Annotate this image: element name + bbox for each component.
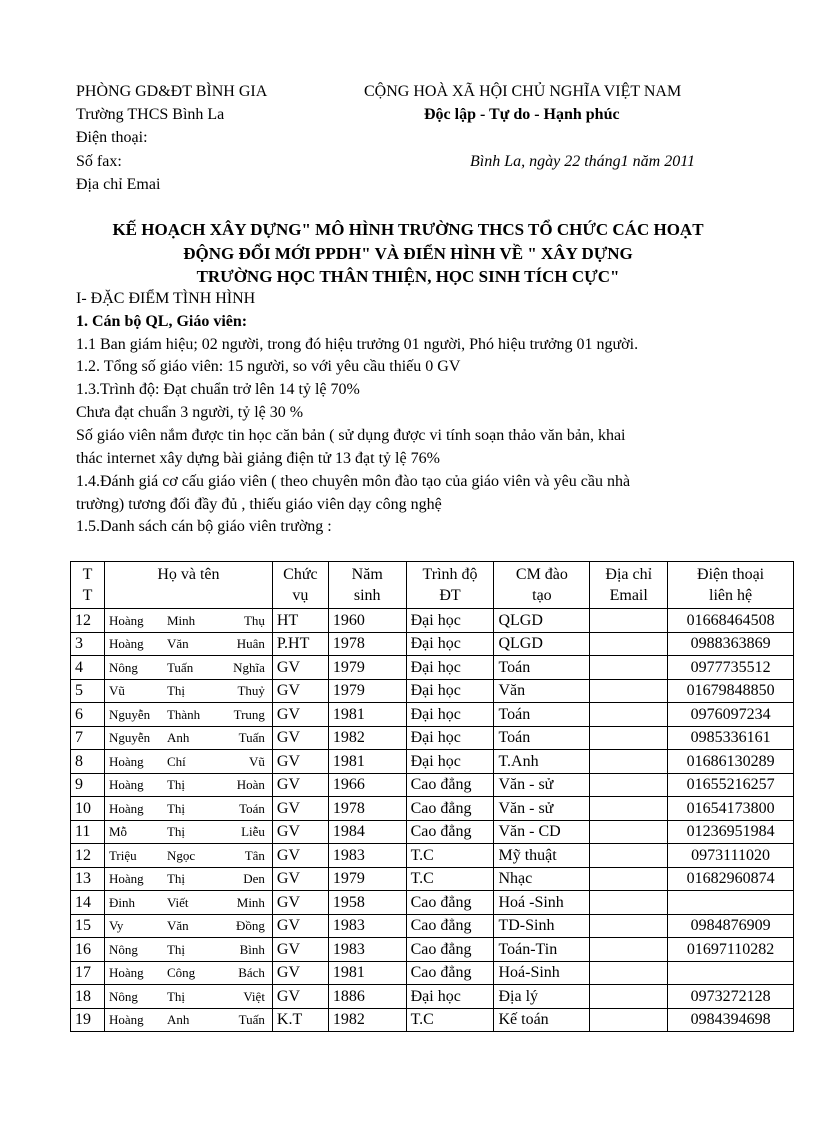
- table-row: [71, 1008, 794, 1032]
- row-name: [104, 820, 272, 844]
- name-part-2: Anh: [166, 730, 190, 746]
- row-position: K.T: [272, 1008, 328, 1032]
- header-tt: T T: [71, 562, 105, 609]
- row-phone: 0988363869: [668, 632, 794, 656]
- row-tt: 6: [71, 703, 105, 727]
- row-phone: 01236951984: [668, 820, 794, 844]
- row-name: [104, 679, 272, 703]
- row-phone: 0985336161: [668, 726, 794, 750]
- row-email: [590, 679, 668, 703]
- row-email: [590, 773, 668, 797]
- row-qualification: Cao đẳng: [406, 891, 494, 915]
- row-birth-year: 1960: [328, 609, 406, 633]
- staff-table: [70, 561, 794, 1032]
- row-tt: 5: [71, 679, 105, 703]
- row-tt: 9: [71, 773, 105, 797]
- name-part-2: Thị: [166, 800, 185, 816]
- row-position: GV: [272, 844, 328, 868]
- row-qualification: Đại học: [406, 609, 494, 633]
- row-birth-year: 1981: [328, 750, 406, 774]
- row-name: [104, 938, 272, 962]
- row-phone: 01654173800: [668, 797, 794, 821]
- row-phone: 01697110282: [668, 938, 794, 962]
- row-name: [104, 867, 272, 891]
- paragraph-1-3b: Chưa đạt chuẩn 3 người, tỷ lệ 30 %: [76, 404, 304, 421]
- header-birth-year: Năm sinh: [328, 562, 406, 609]
- paragraph-1-5: 1.5.Danh sách cán bộ giáo viên trường :: [76, 518, 332, 535]
- row-name: [104, 914, 272, 938]
- table-row: [71, 750, 794, 774]
- document-date: Bình La, ngày 22 tháng1 năm 2011: [470, 153, 696, 170]
- name-part-2: Văn: [166, 918, 189, 934]
- row-major: Nhạc: [494, 867, 590, 891]
- table-row: [71, 938, 794, 962]
- row-email: [590, 891, 668, 915]
- row-email: [590, 750, 668, 774]
- paragraph-1-4: 1.4.Đánh giá cơ cấu giáo viên ( theo chuyên môn đào tạo của giáo viên và yêu cầu nhà: [76, 473, 631, 490]
- row-qualification: Đại học: [406, 679, 494, 703]
- name-part-2: Thị: [166, 871, 185, 887]
- row-birth-year: 1981: [328, 703, 406, 727]
- row-birth-year: 1979: [328, 867, 406, 891]
- row-birth-year: 1983: [328, 914, 406, 938]
- row-qualification: Đại học: [406, 703, 494, 727]
- name-part-3: Thụ: [243, 612, 265, 628]
- row-phone: [668, 961, 794, 985]
- row-position: GV: [272, 891, 328, 915]
- row-phone: [668, 891, 794, 915]
- row-qualification: Đại học: [406, 632, 494, 656]
- paragraph-1-2: 1.2. Tổng số giáo viên: 15 người, so với yêu cầu thiếu 0 GV: [76, 358, 461, 375]
- phone-label: Điện thoại:: [76, 129, 148, 146]
- row-name: [104, 891, 272, 915]
- name-part-1: Triệu: [108, 847, 137, 863]
- row-tt: 14: [71, 891, 105, 915]
- table-row: [71, 656, 794, 680]
- row-qualification: Cao đẳng: [406, 938, 494, 962]
- row-major: Kế toán: [494, 1008, 590, 1032]
- name-part-1: Hoàng: [108, 636, 144, 652]
- row-position: HT: [272, 609, 328, 633]
- row-birth-year: 1979: [328, 656, 406, 680]
- row-email: [590, 961, 668, 985]
- row-name: [104, 797, 272, 821]
- name-part-1: Nông: [108, 988, 138, 1004]
- row-tt: 7: [71, 726, 105, 750]
- name-part-3: Thuỷ: [237, 683, 265, 699]
- row-qualification: Cao đẳng: [406, 773, 494, 797]
- row-position: GV: [272, 679, 328, 703]
- name-part-3: Liễu: [241, 824, 265, 840]
- row-birth-year: 1983: [328, 844, 406, 868]
- row-tt: 4: [71, 656, 105, 680]
- school-name: Trường THCS Bình La: [76, 106, 225, 123]
- row-tt: 10: [71, 797, 105, 821]
- row-position: GV: [272, 656, 328, 680]
- table-row: [71, 844, 794, 868]
- paragraph-1-3c: Số giáo viên nắm được tin học căn bản ( sử dụng được vi tính soạn thảo văn bản, khai: [76, 427, 626, 444]
- row-tt: 12: [71, 609, 105, 633]
- row-position: GV: [272, 703, 328, 727]
- row-name: [104, 750, 272, 774]
- row-position: GV: [272, 750, 328, 774]
- name-part-3: Việt: [243, 988, 265, 1004]
- row-position: GV: [272, 797, 328, 821]
- name-part-1: Nông: [108, 941, 138, 957]
- row-email: [590, 1008, 668, 1032]
- row-major: Địa lý: [494, 985, 590, 1009]
- name-part-1: Đinh: [108, 894, 135, 910]
- row-tt: 18: [71, 985, 105, 1009]
- row-email: [590, 938, 668, 962]
- row-phone: 0973272128: [668, 985, 794, 1009]
- row-major: Hoá -Sinh: [494, 891, 590, 915]
- row-phone: 0973111020: [668, 844, 794, 868]
- table-row: [71, 632, 794, 656]
- row-name: [104, 609, 272, 633]
- header-major: CM đào tạo: [494, 562, 590, 609]
- row-qualification: T.C: [406, 844, 494, 868]
- row-qualification: Đại học: [406, 656, 494, 680]
- name-part-3: Bình: [239, 941, 265, 957]
- row-birth-year: 1982: [328, 726, 406, 750]
- name-part-3: Tân: [244, 847, 265, 863]
- name-part-2: Thị: [166, 777, 185, 793]
- header-phone: Điện thoại liên hệ: [668, 562, 794, 609]
- table-row: [71, 985, 794, 1009]
- table-row: [71, 797, 794, 821]
- row-birth-year: 1978: [328, 797, 406, 821]
- name-part-2: Tuấn: [166, 659, 194, 675]
- plan-title-line-3: TRƯỜNG HỌC THÂN THIỆN, HỌC SINH TÍCH CỰC": [196, 267, 620, 286]
- name-part-2: Chí: [166, 753, 186, 769]
- row-phone: 01668464508: [668, 609, 794, 633]
- row-qualification: Đại học: [406, 985, 494, 1009]
- subsection-heading: 1. Cán bộ QL, Giáo viên:: [76, 313, 248, 330]
- row-phone: 01655216257: [668, 773, 794, 797]
- header-name: Họ và tên: [104, 562, 272, 609]
- row-email: [590, 914, 668, 938]
- name-part-2: Ngọc: [166, 847, 196, 863]
- name-part-2: Thành: [166, 706, 201, 722]
- table-row: [71, 609, 794, 633]
- row-tt: 11: [71, 820, 105, 844]
- name-part-3: Trung: [233, 706, 265, 722]
- row-birth-year: 1984: [328, 820, 406, 844]
- row-tt: 16: [71, 938, 105, 962]
- row-birth-year: 1886: [328, 985, 406, 1009]
- row-phone: 01686130289: [668, 750, 794, 774]
- name-part-1: Hoàng: [108, 612, 144, 628]
- name-part-3: Toán: [239, 800, 265, 816]
- name-part-2: Viết: [166, 894, 189, 910]
- row-name: [104, 961, 272, 985]
- name-part-1: Hoàng: [108, 1012, 144, 1028]
- country-name: CỘNG HOÀ XÃ HỘI CHỦ NGHĨA VIỆT NAM: [364, 83, 682, 100]
- row-birth-year: 1981: [328, 961, 406, 985]
- name-part-3: Tuấn: [238, 1012, 265, 1028]
- table-row: [71, 773, 794, 797]
- department-name: PHÒNG GD&ĐT BÌNH GIA: [76, 83, 268, 100]
- row-phone: 0976097234: [668, 703, 794, 727]
- name-part-3: Den: [243, 871, 265, 887]
- row-major: Văn - sử: [494, 773, 590, 797]
- row-name: [104, 703, 272, 727]
- header-position: Chức vụ: [272, 562, 328, 609]
- name-part-2: Minh: [166, 612, 196, 628]
- plan-title-line-2: ĐỘNG ĐỔI MỚI PPDH" VÀ ĐIỂN HÌNH VỀ " XÂY DỰNG: [183, 244, 633, 263]
- name-part-2: Thị: [166, 988, 185, 1004]
- row-position: GV: [272, 773, 328, 797]
- row-birth-year: 1966: [328, 773, 406, 797]
- name-part-1: Hoàng: [108, 753, 144, 769]
- row-birth-year: 1979: [328, 679, 406, 703]
- name-part-2: Thị: [166, 824, 185, 840]
- row-qualification: Cao đẳng: [406, 961, 494, 985]
- name-part-2: Công: [166, 965, 196, 981]
- row-name: [104, 1008, 272, 1032]
- row-qualification: T.C: [406, 867, 494, 891]
- row-major: T.Anh: [494, 750, 590, 774]
- table-row: [71, 703, 794, 727]
- row-email: [590, 797, 668, 821]
- name-part-3: Huân: [236, 636, 265, 652]
- row-email: [590, 726, 668, 750]
- row-major: Toán: [494, 726, 590, 750]
- name-part-3: Minh: [236, 894, 265, 910]
- row-birth-year: 1983: [328, 938, 406, 962]
- row-tt: 13: [71, 867, 105, 891]
- name-part-1: Mỗ: [108, 824, 127, 840]
- table-row: [71, 820, 794, 844]
- row-birth-year: 1958: [328, 891, 406, 915]
- row-position: GV: [272, 938, 328, 962]
- table-row: [71, 867, 794, 891]
- name-part-2: Anh: [166, 1012, 190, 1028]
- row-major: Văn: [494, 679, 590, 703]
- name-part-2: Thị: [166, 941, 185, 957]
- row-position: GV: [272, 867, 328, 891]
- row-major: Toán-Tin: [494, 938, 590, 962]
- row-email: [590, 703, 668, 727]
- row-position: GV: [272, 914, 328, 938]
- row-tt: 12: [71, 844, 105, 868]
- name-part-1: Vy: [108, 918, 124, 934]
- name-part-3: Tuấn: [238, 730, 265, 746]
- row-position: GV: [272, 726, 328, 750]
- row-email: [590, 985, 668, 1009]
- name-part-3: Đồng: [236, 918, 265, 934]
- row-email: [590, 820, 668, 844]
- row-name: [104, 844, 272, 868]
- row-position: GV: [272, 961, 328, 985]
- row-qualification: Đại học: [406, 726, 494, 750]
- row-phone: 01682960874: [668, 867, 794, 891]
- header-qualification: Trình độ ĐT: [406, 562, 494, 609]
- table-row: [71, 914, 794, 938]
- motto: Độc lập - Tự do - Hạnh phúc: [424, 106, 620, 123]
- name-part-3: Hoàn: [236, 777, 265, 793]
- row-tt: 19: [71, 1008, 105, 1032]
- row-qualification: Cao đẳng: [406, 797, 494, 821]
- section-heading: I- ĐẶC ĐIỂM TÌNH HÌNH: [76, 290, 256, 307]
- name-part-3: Bách: [238, 965, 265, 981]
- row-birth-year: 1978: [328, 632, 406, 656]
- row-name: [104, 632, 272, 656]
- paragraph-1-3: 1.3.Trình độ: Đạt chuẩn trở lên 14 tỷ lệ 70%: [76, 381, 360, 398]
- name-part-2: Thị: [166, 683, 185, 699]
- table-row: [71, 961, 794, 985]
- paragraph-1-1: 1.1 Ban giám hiệu; 02 người, trong đó hiệu trưởng 01 người, Phó hiệu trưởng 01 người.: [76, 336, 639, 353]
- row-major: Toán: [494, 703, 590, 727]
- row-qualification: Cao đẳng: [406, 820, 494, 844]
- name-part-2: Văn: [166, 636, 189, 652]
- header-email: Địa chỉ Email: [590, 562, 668, 609]
- name-part-1: Nông: [108, 659, 138, 675]
- row-tt: 8: [71, 750, 105, 774]
- row-qualification: T.C: [406, 1008, 494, 1032]
- row-major: TD-Sinh: [494, 914, 590, 938]
- row-tt: 15: [71, 914, 105, 938]
- name-part-1: Nguyễn: [108, 730, 151, 746]
- table-row: [71, 726, 794, 750]
- paragraph-1-4b: trường) tương đối đầy đủ , thiếu giáo viên dạy công nghệ: [76, 496, 442, 513]
- row-email: [590, 632, 668, 656]
- row-position: GV: [272, 820, 328, 844]
- fax-label: Số fax:: [76, 153, 122, 170]
- name-part-1: Nguyễn: [108, 706, 151, 722]
- row-major: Toán: [494, 656, 590, 680]
- table-header-row: [71, 562, 794, 609]
- name-part-1: Hoàng: [108, 965, 144, 981]
- row-major: Mỹ thuật: [494, 844, 590, 868]
- name-part-1: Vũ: [108, 683, 125, 699]
- name-part-1: Hoàng: [108, 871, 144, 887]
- row-tt: 3: [71, 632, 105, 656]
- row-phone: 0984876909: [668, 914, 794, 938]
- name-part-1: Hoàng: [108, 800, 144, 816]
- row-name: [104, 985, 272, 1009]
- email-label: Địa chỉ Emai: [76, 176, 161, 193]
- name-part-3: Vũ: [249, 753, 265, 769]
- row-major: Văn - CD: [494, 820, 590, 844]
- row-birth-year: 1982: [328, 1008, 406, 1032]
- row-position: GV: [272, 985, 328, 1009]
- table-row: [71, 891, 794, 915]
- name-part-3: Nghĩa: [233, 659, 265, 675]
- row-email: [590, 656, 668, 680]
- row-major: Hoá-Sinh: [494, 961, 590, 985]
- row-name: [104, 656, 272, 680]
- row-major: QLGD: [494, 632, 590, 656]
- table-row: [71, 679, 794, 703]
- row-phone: 0977735512: [668, 656, 794, 680]
- row-position: P.HT: [272, 632, 328, 656]
- plan-title-line-1: KẾ HOẠCH XÂY DỰNG" MÔ HÌNH TRƯỜNG THCS TỔ CHỨC CÁC HOẠT: [112, 220, 704, 239]
- row-email: [590, 844, 668, 868]
- paragraph-1-3d: thác internet xây dựng bài giảng điện tử 13 đạt tỷ lệ 76%: [76, 450, 440, 467]
- row-qualification: Cao đẳng: [406, 914, 494, 938]
- row-email: [590, 609, 668, 633]
- row-tt: 17: [71, 961, 105, 985]
- row-phone: 0984394698: [668, 1008, 794, 1032]
- row-name: [104, 726, 272, 750]
- row-major: QLGD: [494, 609, 590, 633]
- row-phone: 01679848850: [668, 679, 794, 703]
- name-part-1: Hoàng: [108, 777, 144, 793]
- row-name: [104, 773, 272, 797]
- row-email: [590, 867, 668, 891]
- row-qualification: Đại học: [406, 750, 494, 774]
- row-major: Văn - sử: [494, 797, 590, 821]
